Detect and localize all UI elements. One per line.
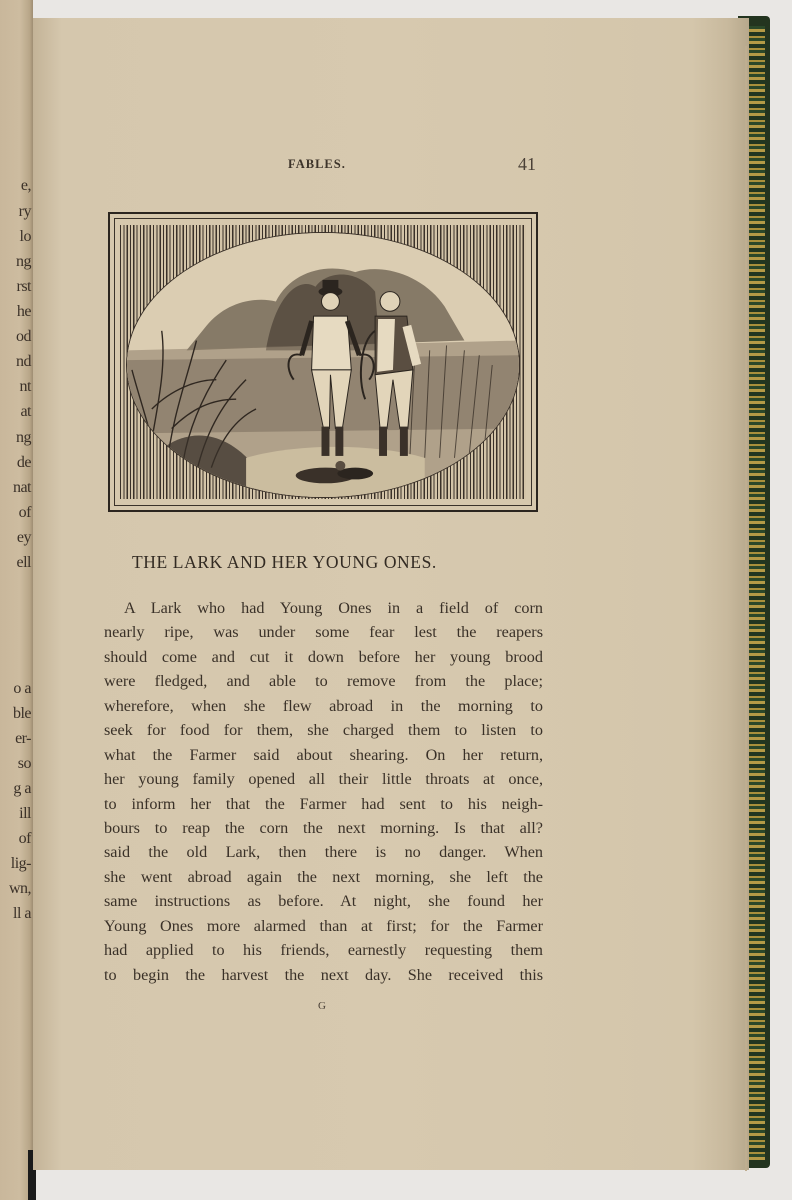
text-fragment: lo [19,228,31,245]
text-fragment: nat [12,479,31,496]
text-fragment: ry [18,203,31,220]
gilt-border-decoration [749,26,765,1160]
text-fragment: g a [13,780,31,797]
body-line: A Lark who had Young Ones in a field of corn [124,599,543,617]
text-fragment: ell [16,554,31,571]
body-line: were fledged, and able to remove from the place; [104,672,543,691]
reapers-scene-icon [127,233,519,497]
wood-engraving-illustration [108,212,538,512]
text-fragment: so [17,755,31,772]
text-fragment: nt [19,378,31,395]
text-fragment: rst [16,278,31,295]
text-fragment: nd [16,353,31,370]
body-line: had applied to his friends, earnestly requesting them [104,941,543,960]
text-fragment: od [16,328,31,345]
story-title: THE LARK AND HER YOUNG ONES. [132,552,437,572]
text-fragment: ll a [13,905,31,922]
text-fragment: of [18,504,31,521]
page-number: 41 [518,154,536,174]
running-head: FABLES. [288,157,346,171]
text-fragment: o a [13,680,31,697]
body-line: said the old Lark, then there is no danger. When [104,843,543,862]
facing-page-edge [0,0,33,1200]
text-fragment: of [18,830,31,847]
text-fragment: he [16,303,31,320]
book-page [33,18,749,1170]
body-line: her young family opened all their little throats at once, [104,770,543,789]
text-fragment: er- [15,730,31,747]
body-line: Young Ones more alarmed than at first; for the Farmer [104,916,543,935]
text-fragment: e, [20,177,31,194]
body-line: what the Farmer said about shearing. On her return, [104,745,543,764]
text-fragment: ble [12,705,31,722]
text-fragment: de [16,454,31,471]
text-fragment: at [20,403,31,420]
text-fragment: wn, [8,880,31,897]
page-edge [745,46,747,1171]
body-line: she went abroad again the next morning, she left the [104,867,543,886]
signature-mark: G [318,1000,326,1012]
oval-vignette [126,232,520,498]
body-line: same instructions as before. At night, she found her [104,892,543,911]
text-fragment: ill [19,805,31,822]
body-line: seek for food for them, she charged them to listen to [104,721,543,740]
text-fragment: ey [16,529,31,546]
body-line: wherefore, when she flew abroad in the morning to [104,696,543,715]
text-fragment: ng [16,253,31,270]
text-fragment: ng [16,429,31,446]
body-line: should come and cut it down before her young brood [104,647,543,666]
body-line: to inform her that the Farmer had sent to his neigh- [104,794,543,813]
body-line: nearly ripe, was under some fear lest the reapers [104,623,543,642]
story-body [104,596,543,987]
text-fragment: lig- [10,855,31,872]
body-line: to begin the harvest the next day. She received this [104,965,543,984]
body-line: bours to reap the corn the next morning. Is that all? [104,818,543,837]
